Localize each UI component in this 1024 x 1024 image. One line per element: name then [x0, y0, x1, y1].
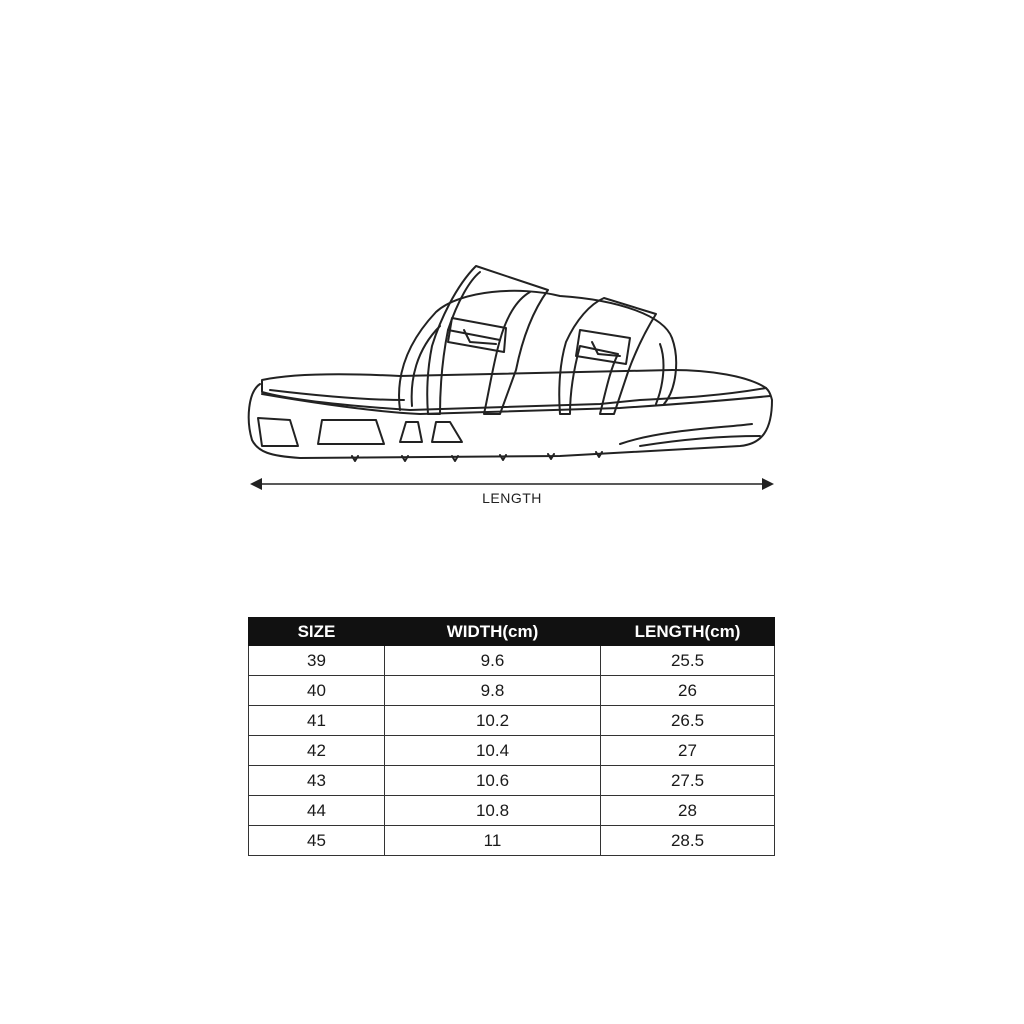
table-row — [249, 736, 775, 766]
size-cell: 43 — [249, 766, 385, 796]
rear-strap — [559, 298, 656, 414]
length-dimension-label: LENGTH — [482, 490, 542, 506]
size-chart-header — [249, 618, 775, 646]
table-row — [249, 646, 775, 676]
width-cell: 10.2 — [385, 706, 601, 736]
length-arrow-left-head — [250, 478, 262, 490]
width-cell: 10.8 — [385, 796, 601, 826]
length-cell: 26.5 — [601, 706, 775, 736]
length-cell: 28.5 — [601, 826, 775, 856]
length-cell: 27.5 — [601, 766, 775, 796]
header-length: LENGTH(cm) — [601, 618, 775, 646]
size-chart-table — [248, 617, 775, 856]
table-row — [249, 706, 775, 736]
sole-window-3 — [400, 422, 422, 442]
header-width: WIDTH(cm) — [385, 618, 601, 646]
upper-inner-2 — [656, 344, 663, 404]
table-row — [249, 766, 775, 796]
width-cell: 9.6 — [385, 646, 601, 676]
size-cell: 39 — [249, 646, 385, 676]
table-row — [249, 826, 775, 856]
header-size: SIZE — [249, 618, 385, 646]
header-row — [249, 618, 775, 646]
size-cell: 44 — [249, 796, 385, 826]
length-cell: 25.5 — [601, 646, 775, 676]
table-row — [249, 796, 775, 826]
length-cell: 28 — [601, 796, 775, 826]
length-arrow-right-head — [762, 478, 774, 490]
sole-window-2 — [318, 420, 384, 444]
size-cell: 41 — [249, 706, 385, 736]
size-cell: 42 — [249, 736, 385, 766]
sole-heel-curve-2 — [640, 436, 760, 446]
size-chart-body — [249, 646, 775, 856]
width-cell: 9.8 — [385, 676, 601, 706]
width-cell: 11 — [385, 826, 601, 856]
width-cell: 10.4 — [385, 736, 601, 766]
front-strap — [427, 266, 548, 414]
sole-heel-curve — [620, 424, 752, 444]
size-cell: 40 — [249, 676, 385, 706]
sole-window-1 — [258, 418, 298, 446]
width-cell: 10.6 — [385, 766, 601, 796]
length-cell: 27 — [601, 736, 775, 766]
length-cell: 26 — [601, 676, 775, 706]
sole-window-4 — [432, 422, 462, 442]
size-cell: 45 — [249, 826, 385, 856]
table-row — [249, 676, 775, 706]
